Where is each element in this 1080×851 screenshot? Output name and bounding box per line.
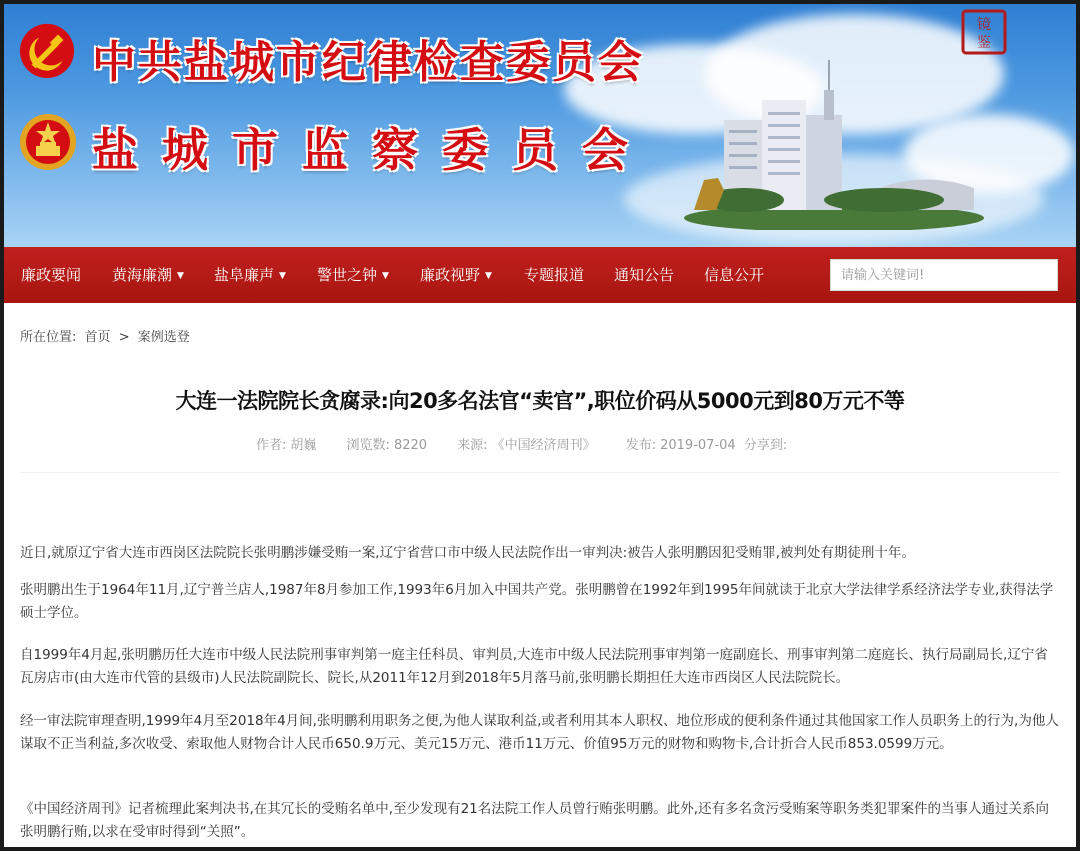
article-paragraph: 自1999年4月起,张明鹏历任大连市中级人民法院刑事审判第一庭主任科员、审判员,大连市中级人民法院刑事审判第一庭副庭长、刑事审判第二庭庭长、执行局副局长,辽宁省瓦房店市(由大连市代管的县级市)人民法院副院长、院长,从2011年12月到2018年5月落马前,张明鹏长期担任大连市西岗区人民法院院长。 bbox=[20, 647, 1048, 686]
publish-date: 2019-07-04 bbox=[660, 438, 736, 453]
chevron-down-icon: ▼ bbox=[177, 271, 184, 281]
article-title: 大连一法院院长贪腐录:向20多名法官“卖官”,职位价码从5000元到80万元不等 bbox=[175, 389, 905, 413]
chevron-down-icon: ▼ bbox=[279, 271, 286, 281]
nav-item-label: 廉政视野 bbox=[420, 266, 481, 284]
main-nav bbox=[4, 247, 1076, 303]
nav-item-zhuanti-baodao[interactable] bbox=[524, 247, 584, 303]
svg-text:鉴: 鉴 bbox=[977, 35, 991, 51]
nav-item-yanfu-liansheng[interactable] bbox=[214, 247, 286, 303]
article-paragraph: 《中国经济周刊》记者梳理此案判决书,在其冗长的受贿名单中,至少发现有21名法院工作人员曾行贿张明鹏。此外,还有多名贪污受贿案等职务类犯罪案件的当事人通过关系向张明鹏行贿,以求在受审时得到“关照”。 bbox=[20, 801, 1050, 840]
nav-item-label: 专题报道 bbox=[524, 266, 585, 284]
source-label: 来源: bbox=[457, 438, 488, 453]
jingjian-seal-icon bbox=[960, 8, 1008, 56]
source-value: 《中国经济周刊》 bbox=[491, 438, 596, 453]
nav-item-label: 警世之钟 bbox=[317, 266, 378, 284]
share-label[interactable]: 分享到: bbox=[743, 438, 788, 453]
divider bbox=[20, 472, 1060, 473]
views-count: 8220 bbox=[393, 438, 428, 453]
date-label: 发布: bbox=[625, 438, 657, 453]
article-paragraph: 张明鹏出生于1964年11月,辽宁普兰店人,1987年8月参加工作,1993年6月加入中国共产党。张明鹏曾在1992年到1995年间就读于北京大学法律学系经济法学专业,获得法学硕士学位。 bbox=[20, 582, 1054, 621]
article-paragraph: 经一审法院审理查明,1999年4月至2018年4月间,张明鹏利用职务之便,为他人谋取利益,或者利用其本人职权、地位形成的便利条件通过其他国家工作人员职务上的行为,为他人谋取不正当利益,多次收受、索取他人财物合计人民币650.9万元、美元15万元、港币11万元、价值95万元的财物和购物卡,合计折合人民币853.0599万元。 bbox=[20, 713, 1059, 752]
article-paragraph: 近日,就原辽宁省大连市西岗区法院院长张明鹏涉嫌受贿一案,辽宁省营口市中级人民法院作出一审判决:被告人张明鹏因犯受贿罪,被判处有期徒刑十年。 bbox=[20, 545, 915, 561]
nav-item-label: 信息公开 bbox=[704, 266, 765, 284]
breadcrumb-prefix: 所在位置: bbox=[20, 330, 77, 345]
chevron-down-icon: ▼ bbox=[382, 271, 389, 281]
article-meta bbox=[256, 434, 791, 453]
nav-item-jingshi-zhizhong[interactable] bbox=[317, 247, 389, 303]
author-label: 作者: bbox=[256, 438, 287, 453]
search-input[interactable] bbox=[830, 259, 1058, 291]
nav-item-xinxi-gongkai[interactable] bbox=[704, 247, 764, 303]
nav-item-label: 盐阜廉声 bbox=[214, 266, 275, 284]
chevron-down-icon: ▼ bbox=[485, 271, 492, 281]
nav-item-tongzhi-gonggao[interactable] bbox=[614, 247, 674, 303]
site-banner bbox=[4, 4, 1076, 247]
site-title-secondary: 盐城市监察委员会 bbox=[92, 123, 652, 177]
nav-item-label: 黄海廉潮 bbox=[112, 266, 173, 284]
nav-item-label: 通知公告 bbox=[614, 266, 675, 284]
breadcrumb-separator: > bbox=[118, 330, 130, 345]
nav-item-huanghai-lianchao[interactable] bbox=[112, 247, 184, 303]
state-emblem-icon bbox=[18, 112, 78, 172]
site-title-primary: 中共盐城市纪律检查委员会 bbox=[92, 37, 644, 88]
nav-item-lianzheng-shiye[interactable] bbox=[420, 247, 492, 303]
author-value: 胡巍 bbox=[290, 438, 317, 453]
city-skyline-illustration bbox=[684, 60, 984, 230]
breadcrumb-home-link[interactable]: 首页 bbox=[84, 330, 111, 345]
breadcrumb bbox=[20, 326, 194, 345]
views-label: 浏览数: bbox=[346, 438, 390, 453]
nav-item-lianzheng-yaowen[interactable] bbox=[21, 247, 81, 303]
breadcrumb-current-link[interactable]: 案例选登 bbox=[137, 330, 190, 345]
nav-item-label: 廉政要闻 bbox=[21, 266, 82, 284]
svg-text:镜: 镜 bbox=[977, 17, 991, 33]
party-emblem-icon bbox=[18, 22, 76, 80]
